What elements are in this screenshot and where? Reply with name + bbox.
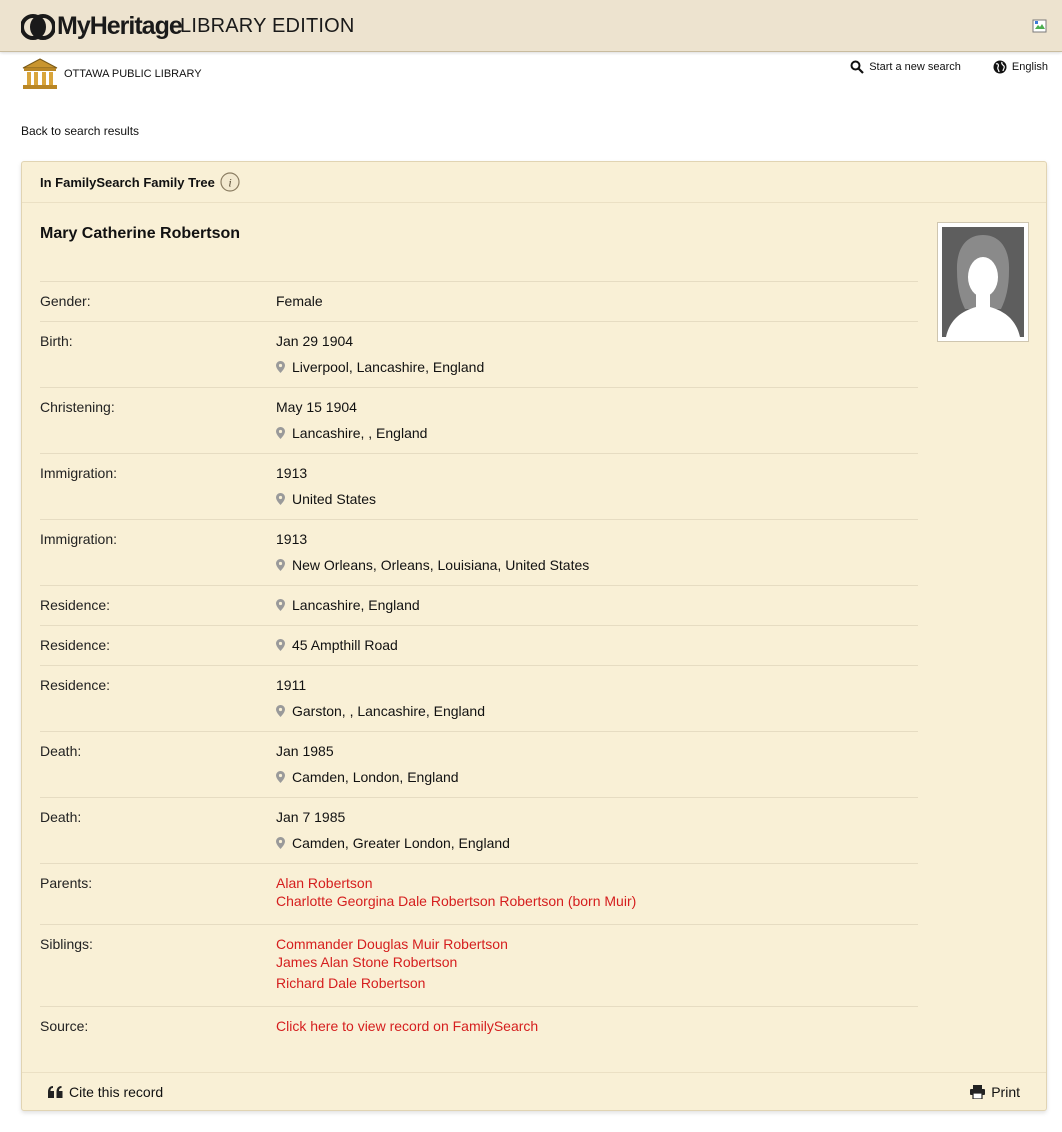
fact-label: Death: — [40, 743, 82, 759]
fact-place-text: United States — [292, 491, 377, 507]
sibling-link[interactable]: Commander Douglas Muir Robertson — [276, 936, 508, 952]
print-button[interactable] — [970, 1084, 1020, 1100]
fact-place-text: Lancashire, England — [292, 597, 420, 613]
brand-name: MyHeritage — [57, 12, 182, 40]
location-pin-icon — [276, 493, 285, 505]
fact-place-text: Liverpool, Lancashire, England — [292, 359, 485, 375]
parent-link[interactable]: Charlotte Georgina Dale Robertson Robertson (born Muir) — [276, 893, 637, 909]
start-new-search-label: Start a new search — [869, 61, 961, 73]
fact-row — [40, 585, 918, 625]
location-pin-icon — [276, 599, 285, 611]
fact-place — [276, 703, 918, 719]
sibling-link[interactable]: Richard Dale Robertson — [276, 975, 426, 991]
parent-link[interactable]: Alan Robertson — [276, 875, 373, 891]
broken-image-icon — [1032, 18, 1048, 34]
parents-row — [40, 863, 918, 924]
edition-label: LIBRARY EDITION — [180, 15, 355, 37]
top-links — [818, 60, 1048, 74]
facts-list — [40, 281, 918, 1046]
cite-record-button[interactable] — [48, 1084, 163, 1100]
library-badge — [21, 57, 202, 91]
fact-label: Parents: — [40, 875, 93, 891]
fact-place-text: Garston, , Lancashire, England — [292, 703, 486, 719]
myheritage-logo-icon — [21, 13, 55, 41]
fact-label: Source: — [40, 1018, 89, 1034]
fact-row — [40, 797, 918, 863]
location-pin-icon — [276, 837, 285, 849]
globe-icon — [993, 60, 1007, 74]
fact-label: Residence: — [40, 597, 111, 613]
language-label: English — [1011, 61, 1048, 73]
location-pin-icon — [276, 639, 285, 651]
person-name: Mary Catherine Robertson — [40, 225, 241, 242]
start-new-search-link[interactable] — [850, 60, 961, 74]
cite-record-label: Cite this record — [69, 1083, 164, 1100]
fact-date: Jan 7 1985 — [276, 809, 346, 825]
location-pin-icon — [276, 559, 285, 571]
fact-date: 1913 — [276, 465, 308, 481]
fact-row — [40, 281, 918, 321]
myheritage-logo[interactable] — [21, 12, 182, 41]
record-card — [21, 161, 1047, 1111]
fact-label: Immigration: — [40, 465, 118, 481]
fact-label: Immigration: — [40, 531, 118, 547]
fact-label: Residence: — [40, 677, 111, 693]
fact-place — [276, 637, 918, 653]
fact-date: May 15 1904 — [276, 399, 357, 415]
fact-label: Siblings: — [40, 936, 93, 952]
female-silhouette-icon — [942, 227, 1024, 337]
fact-row — [40, 453, 918, 519]
person-photo-placeholder — [937, 222, 1029, 342]
fact-row — [40, 625, 918, 665]
fact-place-text: New Orleans, Orleans, Louisiana, United States — [292, 557, 590, 573]
back-to-search-results-link[interactable]: Back to search results — [21, 124, 140, 138]
location-pin-icon — [276, 771, 285, 783]
fact-place-text: Lancashire, , England — [292, 425, 428, 441]
fact-row — [40, 665, 918, 731]
fact-label: Gender: — [40, 293, 91, 309]
location-pin-icon — [276, 361, 285, 373]
fact-label: Christening: — [40, 399, 115, 415]
sibling-link[interactable]: James Alan Stone Robertson — [276, 954, 458, 970]
fact-row — [40, 519, 918, 585]
fact-place — [276, 557, 918, 573]
collection-title: In FamilySearch Family Tree — [40, 174, 215, 190]
quote-icon — [48, 1086, 63, 1098]
source-row — [40, 1006, 918, 1046]
fact-row — [40, 387, 918, 453]
fact-place — [276, 597, 918, 613]
fact-place-text: Camden, Greater London, England — [292, 835, 510, 851]
fact-label: Residence: — [40, 637, 111, 653]
fact-date: Jan 1985 — [276, 743, 334, 759]
library-name: OTTAWA PUBLIC LIBRARY — [64, 68, 202, 80]
view-on-familysearch-link[interactable]: Click here to view record on FamilySearch — [276, 1018, 539, 1034]
siblings-row — [40, 924, 918, 1006]
language-selector[interactable] — [993, 60, 1048, 74]
card-footer — [22, 1072, 1046, 1110]
fact-date: 1913 — [276, 531, 308, 547]
fact-date: 1911 — [276, 677, 307, 693]
fact-row — [40, 321, 918, 387]
fact-label: Birth: — [40, 333, 73, 349]
svg-text:i: i — [228, 175, 232, 190]
info-icon[interactable] — [220, 172, 240, 192]
fact-place-text: Camden, London, England — [292, 769, 459, 785]
fact-place — [276, 491, 918, 507]
card-header — [22, 162, 1046, 203]
search-icon — [850, 60, 864, 74]
fact-place — [276, 359, 918, 375]
library-building-icon — [21, 57, 59, 91]
top-bar — [0, 0, 1062, 52]
fact-place-text: 45 Ampthill Road — [292, 637, 398, 653]
fact-row — [40, 731, 918, 797]
fact-date: Jan 29 1904 — [276, 333, 354, 349]
fact-label: Death: — [40, 809, 82, 825]
location-pin-icon — [276, 705, 285, 717]
fact-place — [276, 425, 918, 441]
fact-value: Female — [276, 293, 323, 309]
location-pin-icon — [276, 427, 285, 439]
fact-place — [276, 769, 918, 785]
print-label: Print — [991, 1083, 1020, 1100]
fact-place — [276, 835, 918, 851]
printer-icon — [970, 1085, 985, 1099]
